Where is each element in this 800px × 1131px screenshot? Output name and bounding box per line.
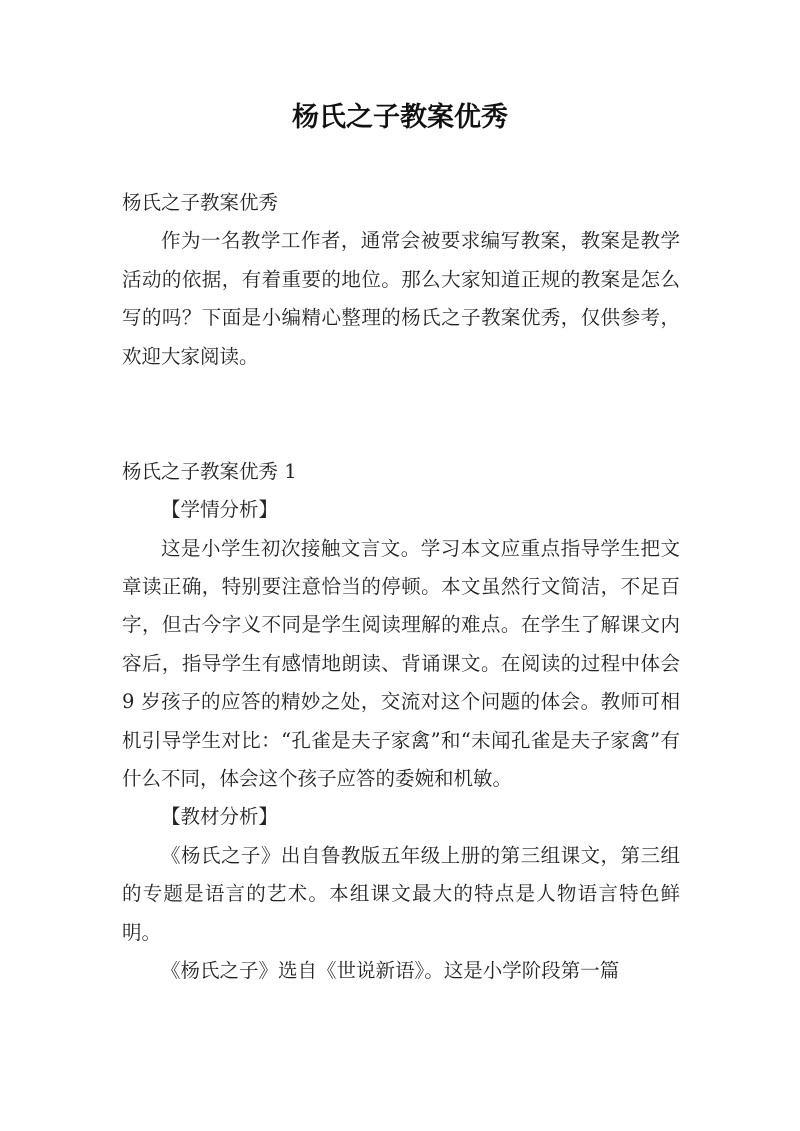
document-subtitle: 杨氏之子教案优秀	[122, 191, 279, 214]
section-heading: 杨氏之子教案优秀 1	[122, 459, 297, 483]
jiaocai-heading: 【教材分析】	[161, 805, 279, 829]
intro-paragraph: 作为一名教学工作者，通常会被要求编写教案，教案是教学活动的依据，有着重要的地位。那么大家知道正规的教案是怎么写的吗？下面是小编精心整理的杨氏之子教案优秀，仅供参考，欢迎大家阅读。	[122, 229, 680, 368]
document-title: 杨氏之子教案优秀	[292, 102, 508, 133]
xueqing-heading: 【学情分析】	[161, 498, 279, 522]
jiaocai-paragraph-2: 《杨氏之子》选自《世说新语》。这是小学阶段第一篇	[161, 959, 620, 983]
section-spacer	[122, 376, 680, 453]
xueqing-paragraph: 这是小学生初次接触文言文。学习本文应重点指导学生把文章读正确，特别要注意恰当的停顿。本文虽然行文简洁，不足百字，但古今字义不同是学生阅读理解的难点。在学生了解课文内容后，指导学生有感情地朗读、背诵课文。在阅读的过程中体会 9 岁孩子的应答的精妙之处，交流对这个问题的体会。教师可相机引导学生对比：“孔雀是夫子家禽”和“未闻孔雀是夫子家禽”有什么不同，体会这个孩子应答的委婉和机敏。	[122, 536, 680, 791]
jiaocai-paragraph-1: 《杨氏之子》出自鲁教版五年级上册的第三组课文，第三组的专题是语言的艺术。本组课文最大的特点是人物语言特色鲜明。	[122, 843, 680, 944]
document-body	[122, 184, 680, 991]
